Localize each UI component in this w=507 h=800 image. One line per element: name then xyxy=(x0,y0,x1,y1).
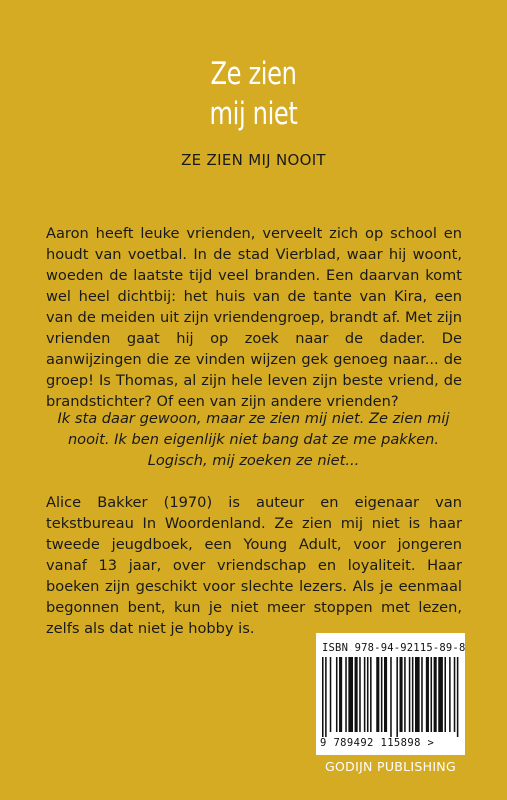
blurb-text: Aaron heeft leuke vrienden, verveelt zich op school en houdt van voetbal. In de stad Vierblad, waar hij woont, woeden de laatste tijd veel branden. Een daarvan komt wel heel dichtbij: het huis van de tante van Kira, een van de meiden uit zijn vriendengroep, brandt af. Met zijn vrienden gaat hij op zoek naar de dader. De aanwijzingen die ze vinden wijzen gek genoeg naar... de groep! Is Thomas, al zijn hele leven zijn beste vriend, de brandstichter? Of een van zijn andere vrienden? xyxy=(46,225,462,410)
barcode-bar xyxy=(444,657,446,732)
barcode-bar xyxy=(404,657,406,732)
barcode-bar xyxy=(359,657,361,732)
barcode-bar xyxy=(330,657,332,732)
barcode-bar xyxy=(322,657,324,737)
barcode-bar xyxy=(415,657,420,732)
quote-text: Ik sta daar gewoon, maar ze zien mij niet. Ze zien mij nooit. Ik ben eigenlijk niet bang dat ze me pakken. Logisch, mij zoeken ze niet... xyxy=(57,410,450,469)
barcode-bar xyxy=(355,657,358,732)
ean-digits: 9 789492 115898 > xyxy=(320,737,435,749)
barcode-image xyxy=(322,657,459,737)
barcode-bar xyxy=(409,657,411,732)
book-title-line-2: mij niet xyxy=(209,96,298,132)
barcode-bar xyxy=(438,657,443,732)
barcode-bar xyxy=(336,657,338,732)
book-title-line-1: Ze zien xyxy=(210,56,297,92)
author-bio: Alice Bakker (1970) is auteur en eigenaar van tekstbureau In Woordenland. Ze zien mij niet is haar tweede jeugdboek, een Young Adult, voor jongeren vanaf 13 jaar, over vriendschap en loyaliteit. Haar boeken zijn geschikt voor slechte lezers. Als je eenmaal begonnen bent, kun je niet meer stoppen met lezen, zelfs als dat niet je hobby is. xyxy=(46,494,462,637)
barcode-bar xyxy=(325,657,327,737)
barcode-bar xyxy=(339,657,342,732)
barcode-bar xyxy=(421,657,423,732)
barcode-bar xyxy=(449,657,451,732)
barcode-bar xyxy=(376,657,379,732)
barcode-bar xyxy=(400,657,403,732)
isbn-barcode-box xyxy=(316,633,465,755)
publisher-name: GODIJN PUBLISHING xyxy=(325,759,456,774)
barcode-bar xyxy=(457,657,459,737)
barcode-bar xyxy=(384,657,387,732)
barcode-bar xyxy=(396,657,398,737)
barcode-bar xyxy=(348,657,353,732)
barcode-bar xyxy=(381,657,383,732)
barcode-bar xyxy=(364,657,366,732)
barcode-bar xyxy=(367,657,369,732)
barcode-bar xyxy=(390,657,392,737)
barcode-bar xyxy=(426,657,429,732)
book-title xyxy=(56,54,451,134)
barcode-bar xyxy=(431,657,433,732)
book-subtitle: ZE ZIEN MIJ NOOIT xyxy=(181,151,326,169)
barcode-bar xyxy=(370,657,372,732)
barcode-bar xyxy=(434,657,437,732)
barcode-bar xyxy=(345,657,347,732)
barcode-bar xyxy=(412,657,414,732)
isbn-label: ISBN 978-94-92115-89-8 xyxy=(322,642,466,654)
barcode-bar xyxy=(454,657,456,732)
